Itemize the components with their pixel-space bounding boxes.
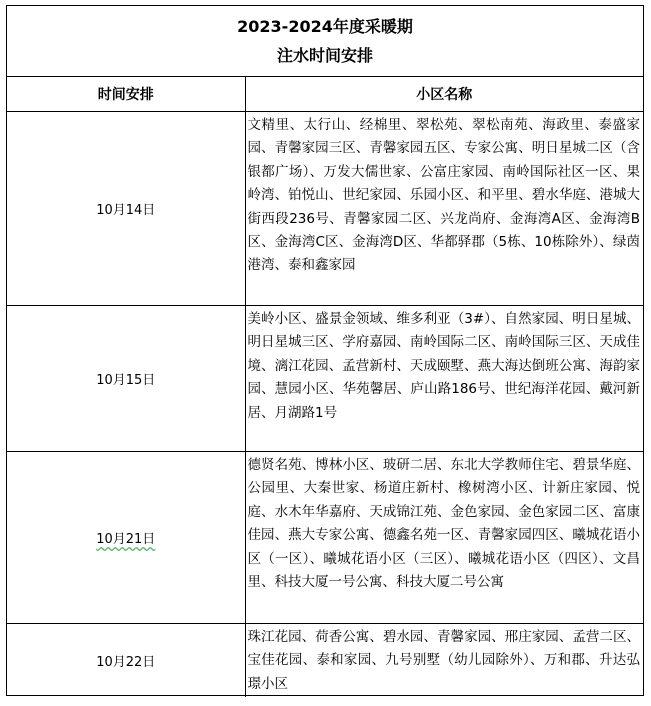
row-community-list: 珠江花园、荷香公寓、碧水园、青馨家园、邢庄家园、孟营二区、宝佳花园、泰和家园、九号别墅（幼儿园除外）、万和郡、升达弘璟小区 — [245, 624, 643, 697]
table-row — [7, 452, 643, 624]
table-row — [7, 306, 643, 452]
row-community-list: 美岭小区、盛景金领域、维多利亚（3#）、自然家园、明日星城、明日星城三区、学府嘉园、南岭国际二区、南岭国际三区、天成佳境、漓江花园、孟营新村、天成颐墅、燕大海达倒班公寓、海韵家园、慧园小区、华苑馨居、庐山路186号、世纪海洋花园、戴河新居、月湖路1号 — [245, 306, 643, 452]
row-date: 10月22日 — [7, 624, 245, 697]
header-time: 时间安排 — [7, 77, 245, 112]
row-community-list: 德贤名苑、博林小区、玻研二居、东北大学教师住宅、碧景华庭、公园里、大秦世家、杨道庄新村、橡树湾小区、计新庄家园、悦庭、水木年华嘉府、天成锦江苑、金色家园、金色家园二区、富康佳园、燕大专家公寓、德鑫名苑一区、青馨家园四区、曦城花语小区（一区）、曦城花语小区（三区）、曦城花语小区（四区）、文昌里、科技大厦一号公寓、科技大厦二号公寓 — [245, 452, 643, 624]
row-community-list: 文精里、太行山、经棉里、翠松苑、翠松南苑、海政里、泰盛家园、青馨家园三区、青馨家园五区、专家公寓、明日星城二区（含银都广场）、万发大儒世家、公富庄家园、南岭国际社区一区、果岭湾、铂悦山、世纪家园、乐园小区、和平里、碧水华庭、港城大街西段236号、青馨家园二区、兴龙尚府、金海湾A区、金海湾B区、金海湾C区、金海湾D区、华都驿郡（5栋、10栋除外）、绿茵港湾、泰和鑫家园 — [245, 112, 643, 306]
header-row — [7, 77, 643, 112]
header-community-name: 小区名称 — [245, 77, 643, 112]
row-date: 10月15日 — [7, 306, 245, 452]
title-block — [7, 6, 643, 77]
schedule-sheet — [6, 5, 644, 696]
table-row — [7, 624, 643, 697]
title-line-1: 2023-2024年度采暖期 — [237, 17, 413, 36]
table-row — [7, 112, 643, 306]
title-line-2: 注水时间安排 — [276, 46, 373, 65]
row-date: 10月14日 — [7, 112, 245, 306]
schedule-table — [7, 77, 643, 697]
row-date — [7, 452, 245, 624]
row-date-text: 10月21日 — [96, 532, 156, 547]
